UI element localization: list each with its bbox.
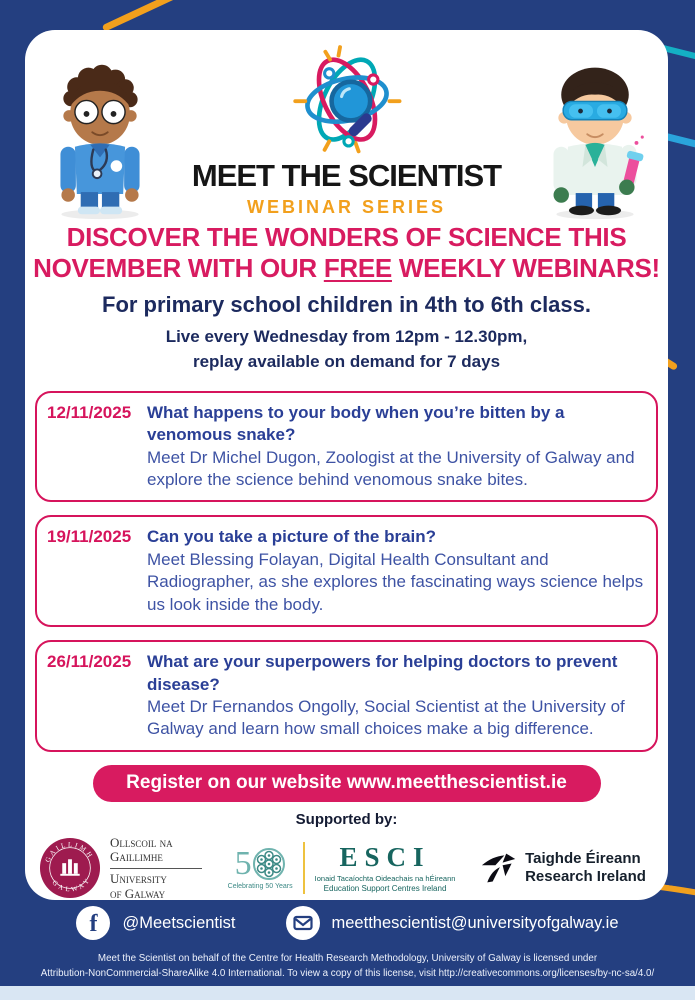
header (25, 30, 668, 217)
license-text: Meet the Scientist on behalf of the Centre for Health Research Methodology, University of Galway is licensed under Attribution-NonCommercial-ShareAlike 4.0 International. To view a copy of this license, visit http://creativecommons.org/licenses/by-nc-sa/4.0/ (40, 953, 655, 980)
poster-title: MEET THE SCIENTIST (191, 158, 502, 193)
brand-block (177, 30, 517, 218)
schedule-line2: replay available on demand for 7 days (192, 351, 501, 371)
svg-text:GAILLIMH: GAILLIMH (44, 842, 95, 864)
facebook-icon: f (76, 906, 110, 940)
event-card (35, 640, 658, 752)
sponsor-logos (25, 828, 668, 901)
bottom-strip (0, 986, 695, 1000)
svg-text:GALWAY: GALWAY (50, 876, 93, 894)
atom-magnifier-logo-icon (287, 44, 407, 156)
schedule-line1: Live every Wednesday from 12pm - 12.30pm, (165, 327, 528, 347)
supported-by-label: Supported by: (295, 810, 398, 828)
free-underlined: FREE (323, 252, 392, 283)
university-of-galway-wordmark: Ollscoil na Gaillimhe University of Galway (110, 836, 202, 901)
event-card (35, 391, 658, 503)
esci-anniversary-caption: Celebrating 50 Years (227, 882, 293, 890)
event-date: 19/11/2025 (47, 527, 132, 547)
university-of-galway-seal-icon (39, 837, 101, 899)
orange-diagonal-line (102, 0, 205, 32)
footer-social-row (0, 906, 695, 940)
poster-card (25, 30, 668, 900)
celtic-circle-icon (252, 847, 286, 881)
esci-wordmark: ESCI Ionaid Tacaíochta Oideachais na hÉireann Education Support Centres Ireland (314, 841, 456, 893)
gold-divider (303, 842, 305, 894)
event-title: Can you take a picture of the brain? (147, 527, 437, 547)
event-date: 12/11/2025 (47, 402, 132, 422)
esci-50-years-emblem: 5 Celebrating 50 Years (227, 844, 293, 890)
event-list (35, 391, 658, 752)
event-description: Meet Dr Michel Dugon, Zoologist at the University of Galway and explore the science behind venomous snake bites. (147, 447, 635, 489)
event-description: Meet Dr Fernandos Ongolly, Social Scientist at the University of Galway and learn how small choices make a big difference. (147, 697, 625, 739)
facebook-link[interactable] (76, 906, 235, 940)
divider (110, 868, 202, 869)
event-card (35, 515, 658, 627)
event-date: 26/11/2025 (47, 652, 132, 672)
headline (25, 222, 668, 283)
headline-line1: DISCOVER THE WONDERS OF SCIENCE THIS (66, 222, 627, 252)
schedule (25, 325, 668, 374)
register-button[interactable]: Register on our website www.meetthescientist.ie (93, 765, 601, 802)
event-title: What happens to your body when you’re bitten by a venomous snake? (147, 402, 565, 445)
scientist-character-illustration (532, 58, 658, 222)
university-of-galway-logo (39, 836, 202, 901)
email-link[interactable] (286, 906, 619, 940)
doctor-character-illustration (37, 58, 163, 222)
research-ireland-mark-icon (481, 851, 517, 885)
headline-line2: NOVEMBER WITH OUR FREE WEEKLY WEBINARS! (33, 252, 660, 283)
email-address: meetthescientist@universityofgalway.ie (331, 913, 619, 932)
audience-line: For primary school children in 4th to 6th class. (102, 292, 591, 318)
facebook-handle: @Meetscientist (122, 913, 236, 932)
research-ireland-wordmark: Taighde Éireann Research Ireland (525, 850, 646, 886)
event-title: What are your superpowers for helping doctors to prevent disease? (147, 652, 618, 694)
poster-subtitle: WEBINAR SERIES (246, 197, 447, 217)
research-ireland-logo (481, 850, 646, 886)
event-description: Meet Blessing Folayan, Digital Health Consultant and Radiographer, as she explores the fascinating ways science helps us look inside the body. (147, 549, 644, 614)
email-icon (286, 906, 320, 940)
esci-logo (228, 842, 456, 894)
